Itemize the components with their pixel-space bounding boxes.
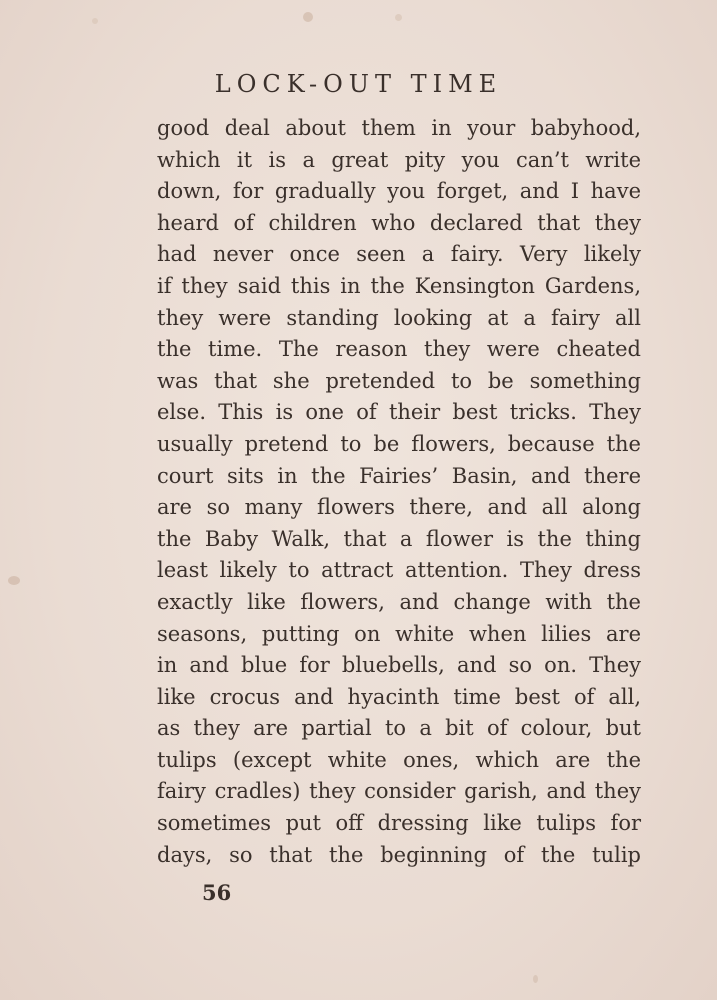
text-line: down, for gradually you forget, and I have (157, 179, 641, 204)
running-head: LOCK-OUT TIME (214, 70, 503, 98)
paper-stain (533, 975, 538, 983)
text-line: if they said this in the Kensington Gardens, (157, 273, 641, 298)
text-line: are so many flowers there, and all along (157, 495, 641, 520)
text-line: sometimes put off dressing like tulips for (157, 811, 641, 836)
text-line: the Baby Walk, that a flower is the thing (157, 526, 641, 551)
text-line: had never once seen a fairy. Very likely (157, 242, 641, 267)
text-line: in and blue for bluebells, and so on. They (157, 653, 641, 678)
text-line: tulips (except white ones, which are the (157, 747, 641, 772)
text-line: court sits in the Fairies’ Basin, and there (157, 463, 641, 488)
text-line: good deal about them in your babyhood, (157, 116, 641, 140)
text-line: like crocus and hyacinth time best of all, (157, 684, 641, 709)
text-line: they were standing looking at a fairy all (157, 305, 641, 330)
text-line: days, so that the beginning of the tulip (157, 842, 641, 867)
paper-stain (8, 576, 20, 585)
text-line: seasons, putting on white when lilies are (157, 621, 641, 646)
text-line: exactly like flowers, and change with the (157, 589, 641, 614)
text-line: was that she pretended to be something (157, 368, 641, 393)
paper-stain (395, 14, 402, 21)
paper-stain (92, 18, 98, 24)
text-line: the time. The reason they were cheated (157, 337, 641, 362)
body-text (157, 113, 641, 871)
paper-stain (303, 12, 313, 22)
text-line: else. This is one of their best tricks. They (157, 400, 641, 425)
text-line: heard of children who declared that they (157, 210, 641, 235)
text-line: which it is a great pity you can’t write (157, 147, 641, 172)
text-line: usually pretend to be flowers, because the (157, 431, 641, 456)
text-line: fairy cradles) they consider garish, and they (157, 779, 641, 804)
text-line: as they are partial to a bit of colour, but (157, 716, 641, 741)
page-number: 56 (202, 880, 232, 905)
text-line: least likely to attract attention. They dress (157, 558, 641, 583)
